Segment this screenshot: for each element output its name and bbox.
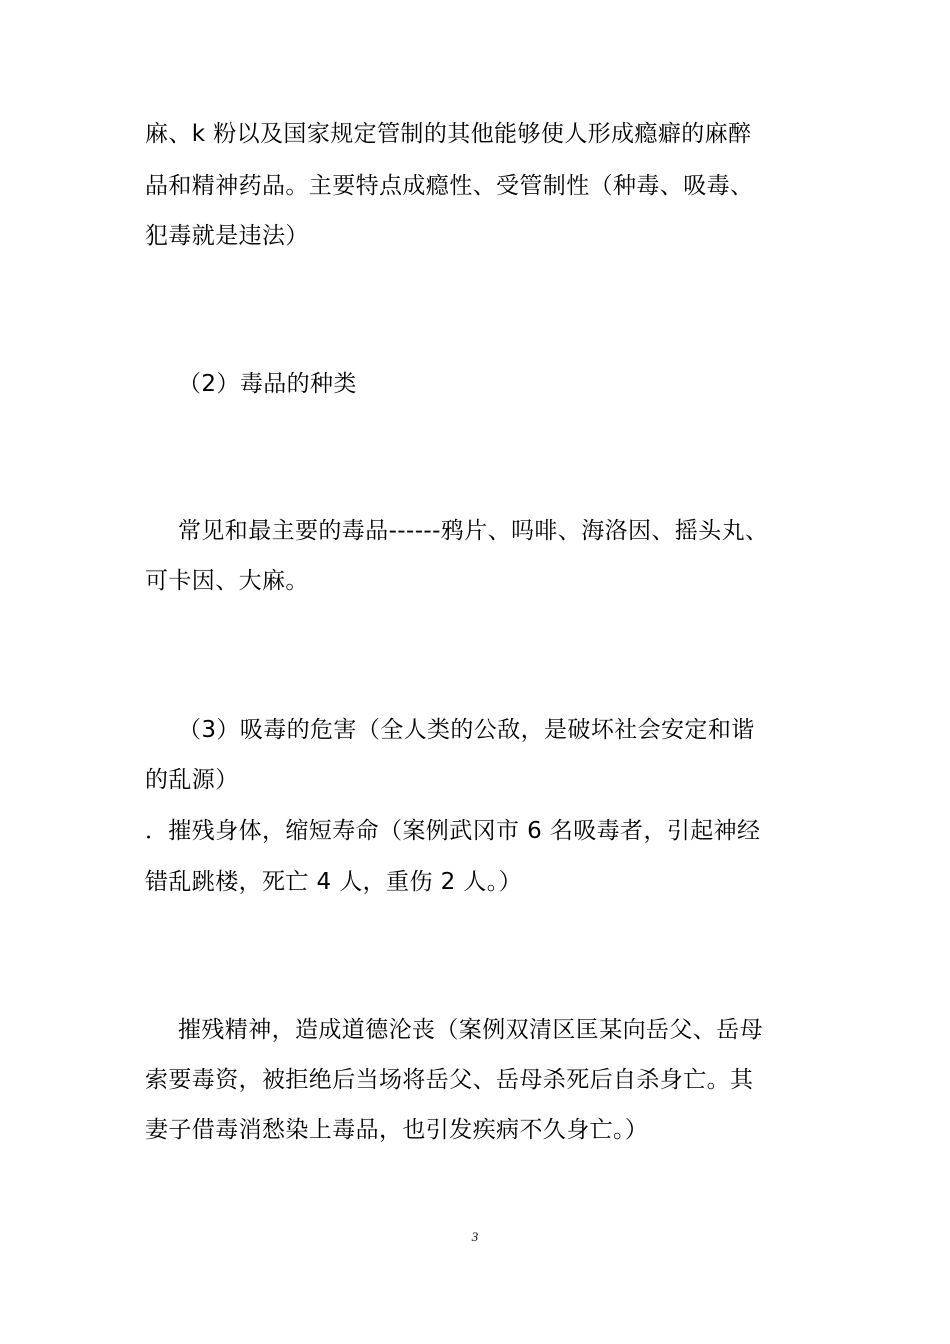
body-text-line: 错乱跳楼，死亡 4 人，重伤 2 人。） — [145, 869, 523, 895]
section-heading: （2）毒品的种类 — [178, 371, 357, 397]
body-text-line: 麻、k 粉以及国家规定管制的其他能够使人形成瘾癖的麻醉 — [145, 121, 752, 147]
body-text-line: 索要毒资，被拒绝后当场将岳父、岳母杀死后自杀身亡。其 — [145, 1067, 754, 1093]
body-text-line: 可卡因、大麻。 — [145, 568, 309, 594]
body-text-line: 摧残精神，造成道德沦丧（案例双清区匡某向岳父、岳母 — [178, 1017, 763, 1043]
page-number: 3 — [471, 1229, 479, 1244]
section-heading: （3）吸毒的危害（全人类的公敌，是破坏社会安定和谐 — [178, 717, 755, 743]
body-text-line: 妻子借毒消愁染上毒品，也引发疾病不久身亡。） — [145, 1117, 649, 1143]
body-text-line: 犯毒就是违法） — [145, 223, 309, 249]
body-text-line: 常见和最主要的毒品------鸦片、吗啡、海洛因、摇头丸、 — [178, 518, 769, 544]
body-text-line: 的乱源） — [145, 767, 239, 793]
body-text-line: ．摧残身体，缩短寿命（案例武冈市 6 名吸毒者，引起神经 — [145, 818, 761, 844]
body-text-line: 品和精神药品。主要特点成瘾性、受管制性（种毒、吸毒、 — [145, 173, 754, 199]
